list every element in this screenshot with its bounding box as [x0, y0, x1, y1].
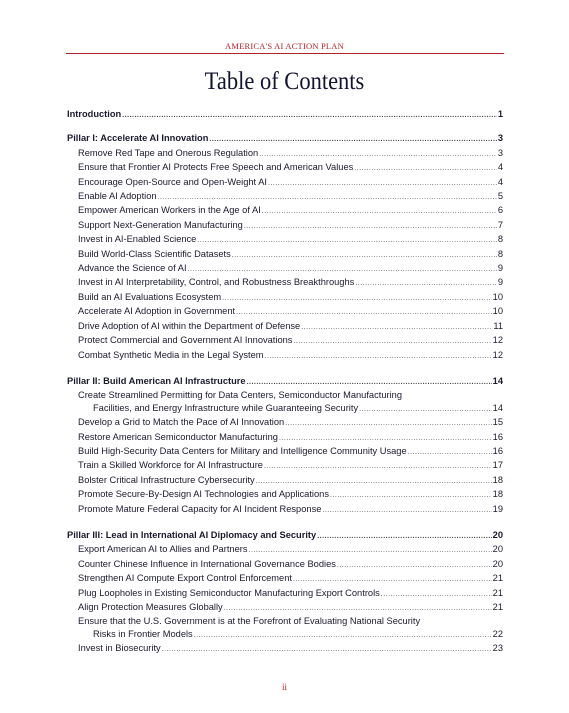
dot-leader: [249, 545, 492, 557]
toc-entry[interactable]: [67, 233, 503, 247]
dot-leader: [330, 490, 492, 502]
toc-entry[interactable]: [67, 445, 503, 459]
page-title: Table of Contents: [204, 68, 365, 95]
toc-entry-page: 20: [492, 558, 503, 569]
toc-entry-page: 12: [492, 335, 503, 346]
toc-entry-title: Build World-Class Scientific Datasets: [78, 248, 231, 259]
table-of-contents: [67, 108, 503, 657]
toc-entry[interactable]: [67, 488, 503, 502]
toc-entry-page: 4: [497, 162, 503, 173]
toc-entry-title-line1: Create Streamlined Permitting for Data Centers, Semiconductor Manufacturing: [78, 390, 402, 401]
page-number: ii: [281, 682, 287, 692]
running-header: AMERICA'S AI ACTION PLAN: [225, 41, 344, 51]
toc-entry-page: 4: [497, 176, 503, 187]
dot-leader: [209, 134, 496, 146]
toc-entry[interactable]: [67, 431, 503, 445]
dot-leader: [122, 110, 497, 122]
dot-leader: [285, 418, 491, 430]
dot-leader: [256, 476, 492, 488]
toc-entry-page: 21: [492, 602, 503, 612]
toc-entry[interactable]: [67, 276, 503, 290]
dot-leader: [197, 235, 496, 247]
dot-leader: [247, 377, 492, 389]
toc-entry[interactable]: [67, 416, 503, 430]
dot-leader: [158, 192, 497, 204]
toc-entry-title-line1: Ensure that the U.S. Government is at the Forefront of Evaluating National Security: [78, 616, 421, 627]
toc-entry-page: 20: [492, 529, 503, 540]
toc-entry-title: Pillar II: Build American AI Infrastructure: [67, 375, 246, 386]
toc-entry-page: 21: [492, 573, 503, 584]
toc-entry-title: Export American AI to Allies and Partners: [78, 544, 248, 555]
toc-entry-title: Pillar III: Lead in International AI Diplomacy and Security: [67, 529, 317, 540]
toc-entry-title: Protect Commercial and Government AI Innovations: [78, 335, 293, 346]
toc-entry-page: 17: [492, 460, 503, 471]
toc-entry[interactable]: [67, 601, 503, 615]
toc-entry[interactable]: [67, 219, 503, 233]
toc-entry-title: Invest in Biosecurity: [78, 643, 161, 654]
toc-entry[interactable]: [67, 262, 503, 276]
toc-entry-page: 18: [492, 489, 503, 500]
toc-entry-title: Introduction: [67, 109, 122, 119]
toc-entry-title: Drive Adoption of AI within the Department of Defense: [78, 320, 301, 331]
toc-entry-page: 16: [492, 431, 503, 442]
toc-entry[interactable]: [67, 349, 503, 363]
toc-entry-page: 7: [497, 219, 503, 230]
toc-entry-title: Support Next-Generation Manufacturing: [78, 219, 243, 230]
toc-entry[interactable]: [67, 558, 503, 572]
dot-leader: [194, 630, 492, 642]
dot-leader: [301, 322, 492, 334]
toc-entry-page: 6: [497, 205, 503, 216]
toc-entry-title: Bolster Critical Infrastructure Cybersecurity: [78, 474, 255, 485]
dot-leader: [265, 351, 492, 363]
dot-leader: [317, 531, 491, 543]
toc-entry[interactable]: [67, 459, 503, 473]
dot-leader: [188, 264, 497, 276]
toc-entry-page: 21: [492, 587, 503, 598]
toc-entry-page: 11: [493, 320, 503, 331]
toc-entry[interactable]: [67, 305, 503, 319]
toc-entry-page: 3: [497, 147, 503, 158]
toc-entry-title: Enable AI Adoption: [78, 191, 157, 202]
dot-leader: [232, 250, 497, 262]
dot-leader: [262, 206, 497, 218]
toc-entry-pillar-1[interactable]: [67, 132, 503, 146]
toc-entry-page: 15: [492, 417, 503, 428]
toc-entry[interactable]: [67, 587, 503, 601]
toc-entry-title: Promote Secure-By-Design AI Technologies and Applications: [78, 489, 329, 500]
toc-entry-title: Build High-Security Data Centers for Military and Intelligence Community Usage: [78, 445, 407, 456]
dot-leader: [222, 293, 492, 305]
toc-entry-title: Ensure that Frontier AI Protects Free Speech and American Values: [78, 162, 354, 173]
dot-leader: [293, 574, 492, 586]
toc-entry-title: Develop a Grid to Match the Pace of AI Innovation: [78, 417, 285, 428]
toc-entry-page: 10: [492, 306, 503, 317]
toc-entry-title-line2: Risks in Frontier Models: [93, 628, 193, 639]
toc-entry-page: 18: [492, 474, 503, 485]
toc-entry-title: Plug Loopholes in Existing Semiconductor Manufacturing Export Controls: [78, 587, 380, 598]
dot-leader: [381, 589, 492, 601]
toc-entry-title: Pillar I: Accelerate AI Innovation: [67, 133, 209, 144]
toc-entry[interactable]: [67, 503, 503, 517]
toc-entry-title: Restore American Semiconductor Manufacturing: [78, 431, 278, 442]
toc-entry[interactable]: [67, 204, 503, 218]
toc-entry[interactable]: [67, 474, 503, 488]
toc-entry-title: Align Protection Measures Globally: [78, 602, 223, 612]
toc-entry-page: 1: [497, 109, 503, 119]
toc-entry[interactable]: [67, 147, 503, 161]
dot-leader: [236, 307, 492, 319]
toc-entry-title: Accelerate AI Adoption in Government: [78, 306, 236, 317]
toc-entry-page: 23: [492, 643, 503, 654]
toc-entry-page: 5: [497, 191, 503, 202]
toc-entry-page: 14: [492, 375, 503, 386]
toc-entry-title: Train a Skilled Workforce for AI Infrastructure: [78, 460, 263, 471]
toc-entry-page: 14: [492, 402, 503, 413]
dot-leader: [224, 603, 492, 615]
toc-entry-title: Invest in AI-Enabled Science: [78, 234, 197, 245]
toc-entry[interactable]: [67, 572, 503, 586]
dot-leader: [268, 178, 497, 190]
toc-entry[interactable]: [67, 543, 503, 557]
toc-entry-title-line2: Facilities, and Energy Infrastructure while Guaranteeing Security: [93, 402, 359, 413]
toc-entry-page: 8: [497, 248, 503, 259]
toc-entry-pillar-3[interactable]: [67, 529, 503, 543]
toc-entry-title: Advance the Science of AI: [78, 263, 187, 274]
toc-entry-page: 12: [492, 349, 503, 360]
dot-leader: [259, 149, 497, 161]
toc-entry-introduction[interactable]: [67, 108, 503, 122]
toc-entry-title: Strengthen AI Compute Export Control Enforcement: [78, 573, 292, 584]
toc-entry-title: Invest in AI Interpretability, Control, and Robustness Breakthroughs: [78, 277, 355, 288]
dot-leader: [359, 404, 492, 416]
dot-leader: [322, 505, 491, 517]
toc-entry[interactable]: [67, 291, 503, 305]
dot-leader: [355, 278, 497, 290]
toc-entry-page: 20: [492, 544, 503, 555]
dot-leader: [264, 461, 492, 473]
toc-entry[interactable]: [67, 320, 503, 334]
toc-entry-title: Build an AI Evaluations Ecosystem: [78, 291, 222, 302]
pillar-2-items: [67, 416, 503, 517]
toc-entry[interactable]: [67, 248, 503, 262]
toc-entry[interactable]: [67, 176, 503, 190]
toc-entry-title: Remove Red Tape and Onerous Regulation: [78, 147, 259, 158]
toc-entry-title: Combat Synthetic Media in the Legal System: [78, 349, 264, 360]
toc-entry-page: 8: [497, 234, 503, 245]
dot-leader: [337, 560, 492, 572]
toc-entry-title: Encourage Open-Source and Open-Weight AI: [78, 176, 267, 187]
toc-entry-pillar-2[interactable]: [67, 375, 503, 389]
toc-entry-page: 3: [497, 133, 503, 144]
toc-entry-page: 16: [492, 445, 503, 456]
toc-entry[interactable]: [67, 334, 503, 348]
pillar-1-items: [67, 147, 503, 363]
toc-entry-wrapped[interactable]: [67, 389, 503, 416]
toc-entry[interactable]: [67, 642, 503, 656]
dot-leader: [293, 336, 491, 348]
toc-entry-page: 19: [492, 503, 503, 514]
dot-leader: [279, 433, 492, 445]
header-divider: [66, 53, 504, 54]
toc-entry-page: 22: [492, 628, 503, 639]
dot-leader: [408, 447, 492, 459]
toc-entry-title: Counter Chinese Influence in International Governance Bodies: [78, 558, 336, 569]
dot-leader: [162, 644, 492, 656]
toc-entry[interactable]: [67, 190, 503, 204]
toc-entry-wrapped[interactable]: [67, 615, 503, 642]
dot-leader: [244, 221, 497, 233]
toc-entry-page: 10: [492, 291, 503, 302]
pillar-3-items: [67, 543, 503, 615]
toc-entry-title: Empower American Workers in the Age of AI: [78, 205, 261, 216]
toc-entry-title: Promote Mature Federal Capacity for AI Incident Response: [78, 503, 322, 514]
toc-entry-page: 9: [497, 277, 503, 288]
toc-entry[interactable]: [67, 161, 503, 175]
toc-entry-page: 9: [497, 263, 503, 274]
dot-leader: [354, 163, 497, 175]
